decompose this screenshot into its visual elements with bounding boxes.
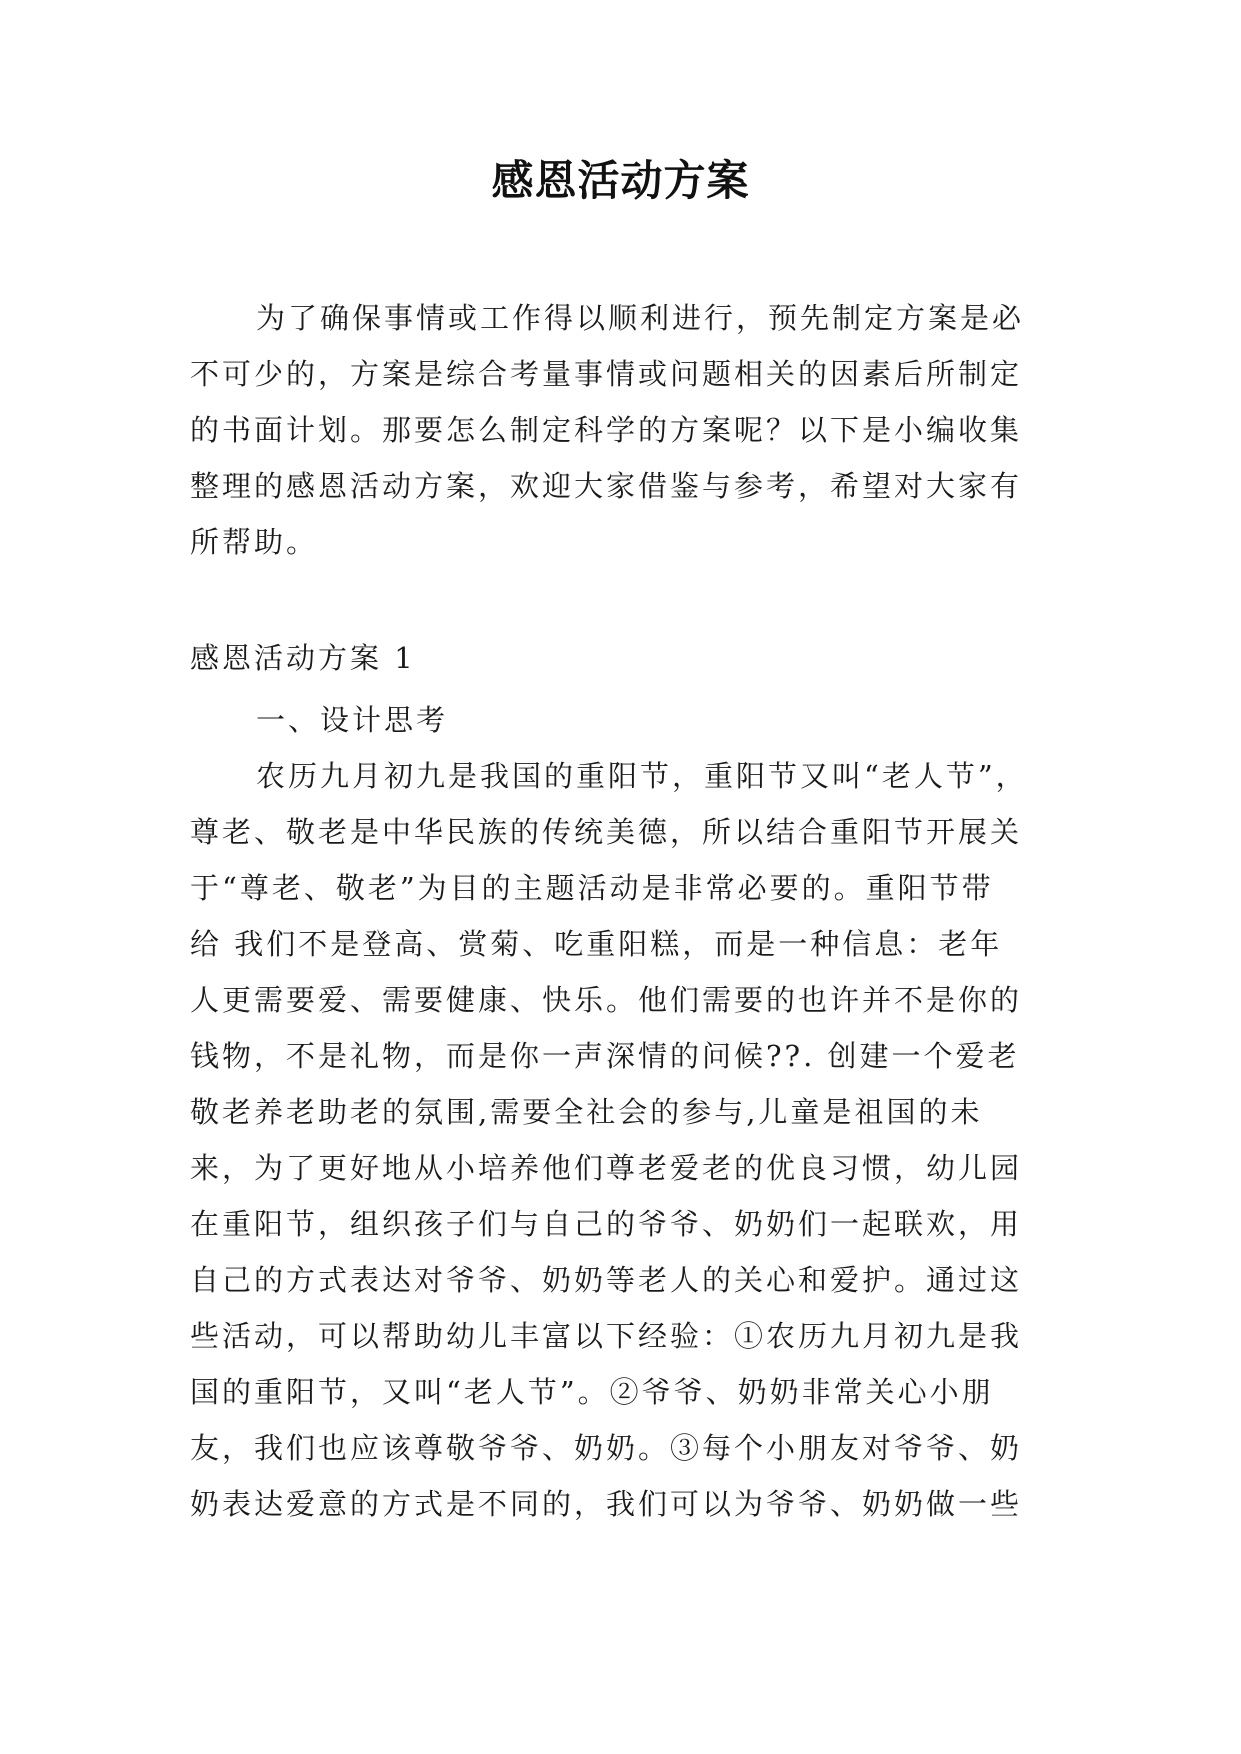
- subheading: 一、设计思考: [256, 703, 449, 737]
- body-paragraph: [190, 748, 1050, 1532]
- intro-line: 整理的感恩活动方案，欢迎大家借鉴与参考，希望对大家有: [190, 469, 1023, 503]
- document-title: 感恩活动方案: [491, 156, 750, 205]
- body-line: 尊老、敬老是中华民族的传统美德，所以结合重阳节开展关: [190, 815, 1023, 849]
- body-line: 奶表达爱意的方式是不同的，我们可以为爷爷、奶奶做一些: [190, 1487, 1023, 1521]
- body-line: 友，我们也应该尊敬爷爷、奶奶。③每个小朋友对爷爷、奶: [190, 1431, 1023, 1465]
- body-line: 自己的方式表达对爷爷、奶奶等老人的关心和爱护。通过这: [190, 1263, 1023, 1297]
- body-line: 人更需要爱、需要健康、快乐。他们需要的也许并不是你的: [190, 983, 1023, 1017]
- body-line: 钱物，不是礼物，而是你一声深情的问候??. 创建一个爱老: [190, 1039, 1020, 1073]
- body-line: 农历九月初九是我国的重阳节，重阳节又叫“老人节”，: [256, 759, 1028, 793]
- intro-paragraph: [190, 290, 1050, 570]
- body-line: 于“尊老、敬老”为目的主题活动是非常必要的。重阳节带: [190, 871, 994, 905]
- intro-line: 为了确保事情或工作得以顺利进行，预先制定方案是必: [256, 301, 1025, 335]
- body-line: 些活动，可以帮助幼儿丰富以下经验：①农历九月初九是我: [190, 1319, 1023, 1353]
- body-line: 国的重阳节，又叫“老人节”。②爷爷、奶奶非常关心小朋: [190, 1375, 994, 1409]
- body-line: 在重阳节，组织孩子们与自己的爷爷、奶奶们一起联欢，用: [190, 1207, 1023, 1241]
- body-line: 敬老养老助老的氛围,需要全社会的参与,儿童是祖国的未: [190, 1095, 983, 1129]
- section-heading: 感恩活动方案 1: [190, 641, 416, 675]
- intro-line: 的书面计划。那要怎么制定科学的方案呢？以下是小编收集: [190, 413, 1023, 447]
- intro-line: 不可少的，方案是综合考量事情或问题相关的因素后所制定: [190, 357, 1023, 391]
- body-line: 给 我们不是登高、赏菊、吃重阳糕，而是一种信息：老年: [190, 927, 1003, 961]
- body-line: 来，为了更好地从小培养他们尊老爱老的优良习惯，幼儿园: [190, 1151, 1023, 1185]
- intro-line: 所帮助。: [190, 525, 319, 559]
